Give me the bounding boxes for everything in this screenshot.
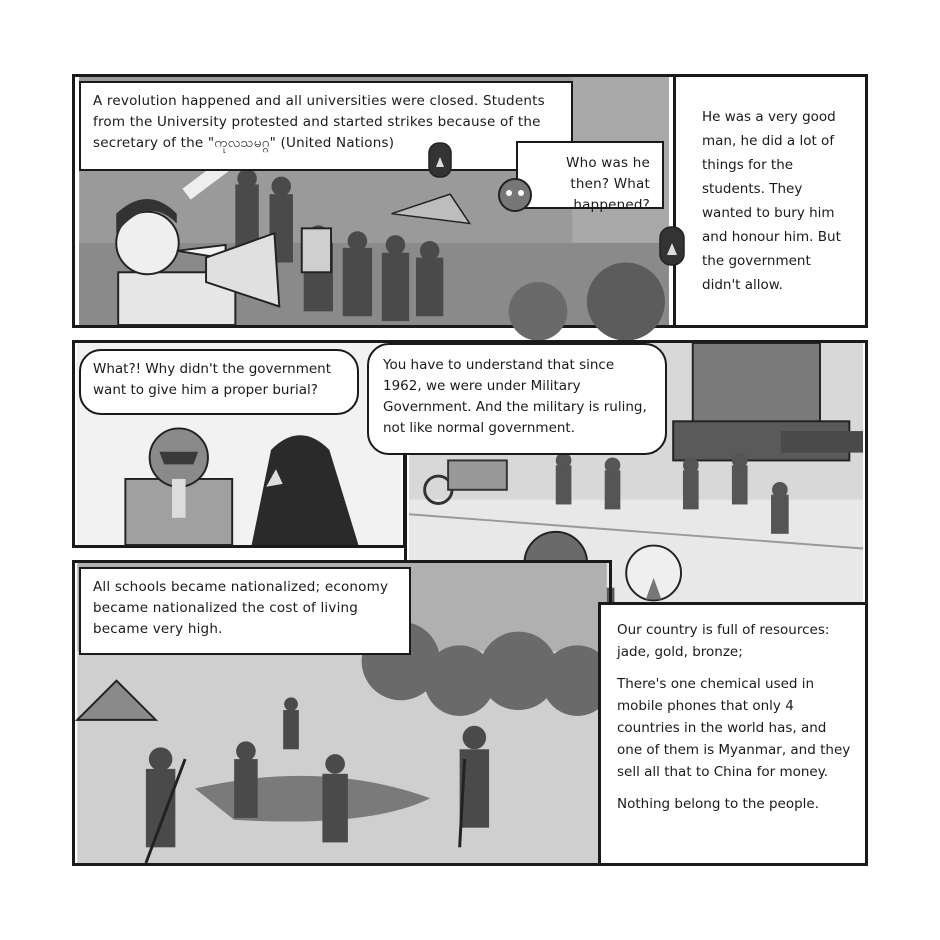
panel6-text: [617, 619, 853, 825]
panel2-text: He was a very good man, he did a lot of things for the students. They wanted to bury him and honour him. But the government didn't allow.: [702, 109, 841, 293]
panel4-speech-bubble: You have to understand that since 1962, we were under Military Government. And the military is ruling, not like normal government.: [367, 343, 667, 455]
panel-resources: [598, 602, 868, 866]
panel6-paragraph-nothing: Nothing belong to the people.: [617, 796, 820, 812]
panel-conversation: [72, 340, 406, 548]
bird-speaker-icon: [658, 225, 686, 267]
panel1-speech-box: Who was he then? What happened?: [516, 141, 664, 209]
panel3-speech-bubble: What?! Why didn't the government want to give him a proper burial?: [79, 349, 359, 415]
panel-explanation: [673, 74, 868, 328]
panel6-paragraph-resources: Our country is full of resources: jade, gold, bronze;: [617, 622, 830, 660]
bird-speaker-icon: [427, 141, 453, 179]
panel-mining-scene: [72, 560, 612, 866]
panel6-paragraph-chemical: There's one chemical used in mobile phones that only 4 countries in the world has, and one of them is Myanmar, and they sell all that to China for money.: [617, 676, 851, 780]
panel-protest: [72, 74, 676, 328]
panel5-caption: All schools became nationalized; economy became nationalized the cost of living became very high.: [79, 567, 411, 655]
raccoon-speaker-icon: [495, 175, 535, 215]
panel1-caption: A revolution happened and all universities were closed. Students from the University protested and started strikes because of the secretary of the "ကုလသမဂ္ဂ" (United Nations): [79, 81, 573, 171]
